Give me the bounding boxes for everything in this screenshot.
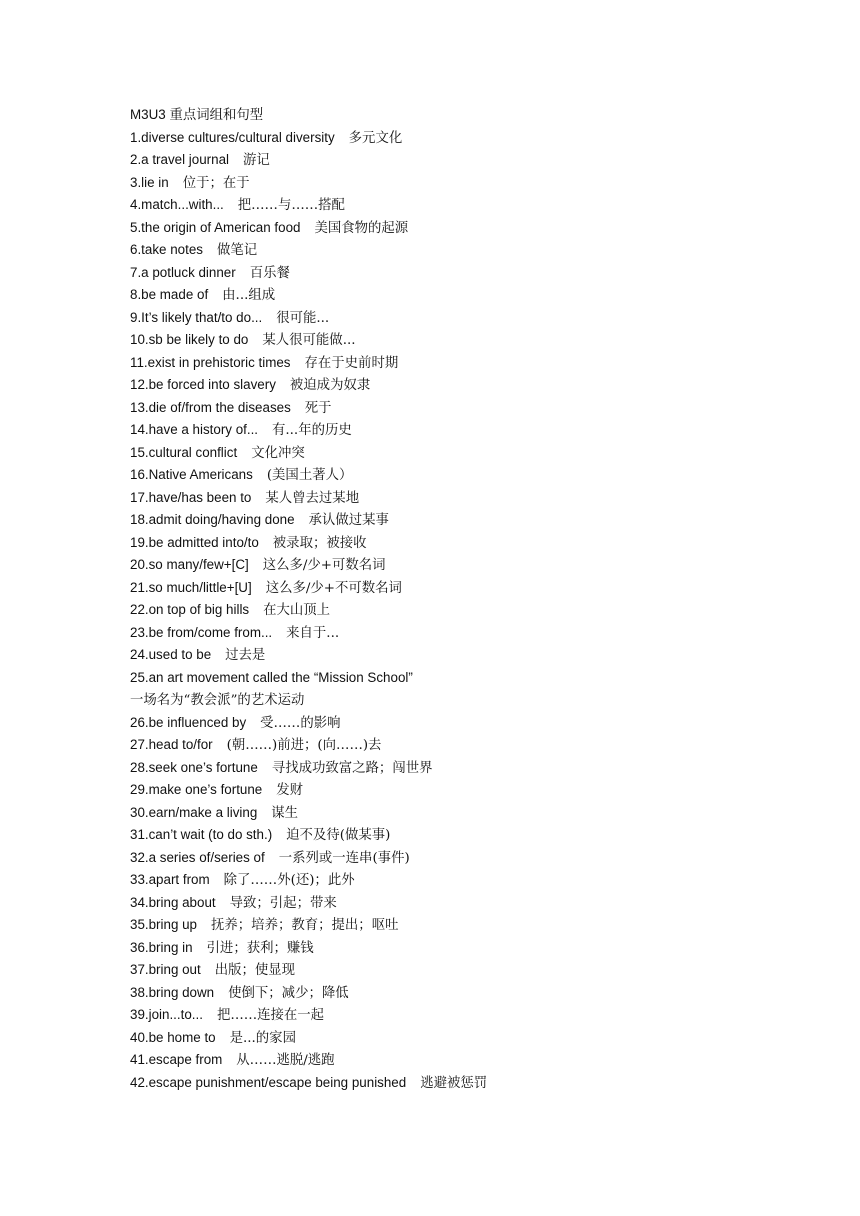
phrase-row [130,172,830,195]
phrase-row [130,1072,830,1095]
phrase-row [130,262,830,285]
phrase-english: 33.apart from [130,872,210,887]
phrase-row [130,127,830,150]
phrase-english: 28.seek one’s fortune [130,759,258,775]
phrase-english: 42.escape punishment/escape being punished [130,1074,407,1090]
phrase-row [130,689,830,712]
phrase-english: 20.so many/few+[C] [130,557,249,572]
phrase-row [130,1027,830,1050]
phrase-chinese: 发财 [276,783,304,798]
phrase-chinese: 这么多/少+可数名词 [262,558,386,573]
phrase-row [130,577,830,600]
phrase-english: 32.a series of/series of [130,849,265,865]
phrase-chinese: 从……逃脱/逃跑 [236,1053,335,1068]
phrase-english: 4.match...with... [130,197,224,212]
page-title: M3U3 重点词组和句型 [130,107,264,122]
phrase-list [130,127,830,1095]
phrase-english: 16.Native Americans [130,467,253,482]
phrase-english: 36.bring in [130,939,193,955]
phrase-chinese: 多元文化 [348,130,403,146]
phrase-row [130,352,830,375]
phrase-row [130,892,830,915]
phrase-row [130,239,830,262]
phrase-row [130,802,830,825]
phrase-row [130,1049,830,1072]
phrase-row [130,667,830,690]
phrase-english: 13.die of/from the diseases [130,399,291,415]
phrase-chinese: 把……连接在一起 [216,1008,325,1023]
phrase-row [130,509,830,532]
phrase-row [130,959,830,982]
phrase-row [130,329,830,352]
phrase-english: 19.be admitted into/to [130,534,259,550]
phrase-english: 15.cultural conflict [130,444,238,460]
phrase-chinese: 很可能... [276,310,330,326]
phrase-chinese: 引进；获利；赚钱 [206,940,314,956]
phrase-english: 17.have/has been to [130,489,252,505]
phrase-chinese: 被迫成为奴隶 [289,378,371,393]
phrase-english: 34.bring about [130,894,216,910]
phrase-row [130,622,830,645]
phrase-chinese: 这么多/少+不可数名词 [265,580,402,596]
phrase-row [130,487,830,510]
phrase-row [130,937,830,960]
phrase-row [130,824,830,847]
phrase-row [130,734,830,757]
phrase-chinese: 出版；使显现 [214,963,296,978]
phrase-chinese: 一系列或一连串(事件) [278,850,410,866]
phrase-english: 29.make one’s fortune [130,782,263,797]
phrase-english: 9.It’s likely that/to do... [130,309,263,325]
phrase-chinese: 有...年的历史 [272,423,352,438]
phrase-chinese: (朝……)前进；(向……)去 [226,738,382,753]
phrase-row [130,532,830,555]
phrase-row [130,149,830,172]
phrase-english: 27.head to/for [130,737,213,752]
phrase-english: 12.be forced into slavery [130,377,276,392]
phrase-row [130,307,830,330]
phrase-english: 39.join...to... [130,1007,203,1022]
phrase-english: 22.on top of big hills [130,602,250,617]
phrase-row [130,397,830,420]
phrase-english: 38.bring down [130,984,215,1000]
phrase-chinese: 由...组成 [222,288,276,303]
phrase-chinese: 一场名为“教会派”的艺术运动 [130,693,305,708]
phrase-english: 2.a travel journal [130,152,229,167]
phrase-english: 1.diverse cultures/cultural diversity [130,129,335,145]
phrase-row [130,464,830,487]
phrase-english: 31.can’t wait (to do sth.) [130,827,273,842]
phrase-english: 6.take notes [130,242,203,257]
phrase-english: 35.bring up [130,917,198,932]
phrase-chinese: 受……的影响 [260,715,341,731]
vocab-list [130,104,830,1094]
phrase-row [130,779,830,802]
phrase-chinese: 抚养；培养；教育；提出；呕吐 [211,918,399,933]
phrase-english: 14.have a history of... [130,422,259,437]
phrase-english: 30.earn/make a living [130,804,258,820]
phrase-chinese: 做笔记 [216,243,258,258]
phrase-english: 37.bring out [130,962,201,977]
phrase-chinese: 文化冲突 [251,445,305,461]
phrase-chinese: 某人曾去过某地 [265,490,360,506]
phrase-row [130,442,830,465]
phrase-row [130,847,830,870]
phrase-chinese: 迫不及待(做某事) [286,828,391,843]
phrase-row [130,869,830,892]
phrase-english: 41.escape from [130,1052,223,1067]
phrase-row [130,644,830,667]
phrase-row [130,194,830,217]
phrase-row [130,217,830,240]
phrase-row [130,374,830,397]
phrase-chinese: 来自于... [286,625,340,641]
phrase-chinese: 百乐餐 [249,265,290,281]
phrase-english: 5.the origin of American food [130,219,301,235]
phrase-chinese: 承认做过某事 [308,513,389,528]
phrase-chinese: 是...的家园 [229,1030,296,1046]
phrase-chinese: 某人很可能做... [262,333,356,348]
phrase-chinese: (美国土著人） [266,468,353,483]
phrase-english: 7.a potluck dinner [130,264,236,280]
phrase-row [130,284,830,307]
phrase-chinese: 过去是 [225,648,266,663]
phrase-english: 3.lie in [130,174,169,190]
phrase-chinese: 寻找成功致富之路；闯世界 [271,760,433,776]
phrase-english: 23.be from/come from... [130,624,273,640]
phrase-english: 25.an art movement called the “Mission School” [130,669,413,685]
phrase-english: 11.exist in prehistoric times [130,354,291,370]
phrase-english: 21.so much/little+[U] [130,579,252,595]
phrase-english: 8.be made of [130,287,209,302]
phrase-chinese: 谋生 [271,805,299,821]
phrase-row [130,419,830,442]
phrase-english: 40.be home to [130,1029,216,1045]
phrase-row [130,1004,830,1027]
phrase-row [130,599,830,622]
phrase-row [130,914,830,937]
phrase-english: 24.used to be [130,647,212,662]
phrase-chinese: 游记 [243,153,270,168]
phrase-chinese: 把……与……搭配 [237,198,345,213]
phrase-row [130,712,830,735]
phrase-chinese: 美国食物的起源 [314,220,409,236]
phrase-chinese: 存在于史前时期 [304,355,399,371]
phrase-chinese: 死于 [304,400,332,416]
phrase-english: 10.sb be likely to do [130,332,249,347]
phrase-chinese: 导致；引起；带来 [229,895,337,911]
phrase-chinese: 被录取；被接收 [272,535,367,551]
phrase-chinese: 位于；在于 [182,175,250,191]
phrase-chinese: 在大山顶上 [263,603,331,618]
phrase-chinese: 逃避被惩罚 [420,1075,488,1091]
phrase-row [130,982,830,1005]
phrase-row [130,554,830,577]
phrase-english: 26.be influenced by [130,714,247,730]
phrase-chinese: 使倒下；减少；降低 [228,985,349,1001]
phrase-row [130,757,830,780]
phrase-chinese: 除了……外(还)；此外 [223,873,355,888]
phrase-english: 18.admit doing/having done [130,512,295,527]
